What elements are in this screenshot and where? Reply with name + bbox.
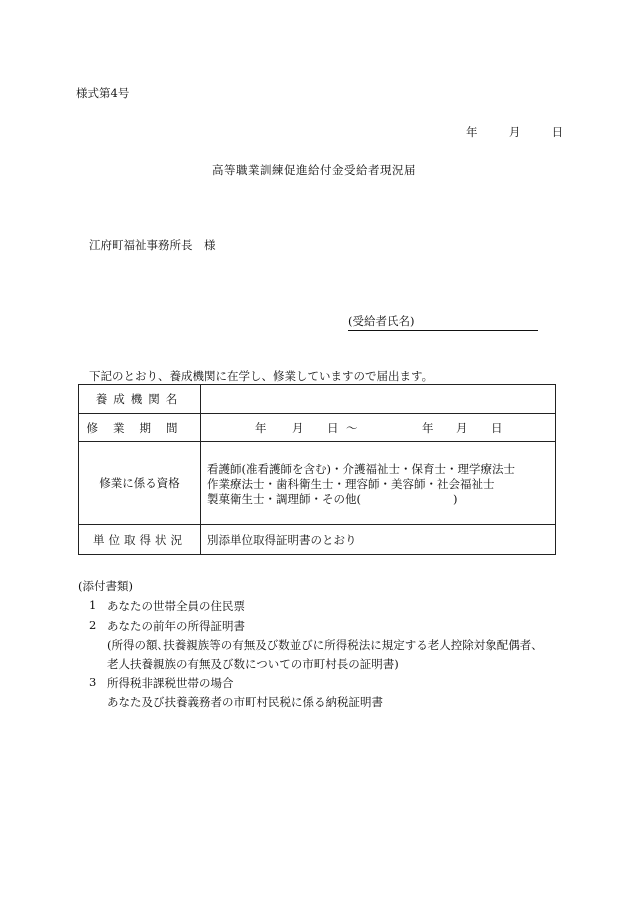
period-end-day: 日 [491, 421, 503, 435]
credits-value: 別添単位取得証明書のとおり [201, 525, 556, 555]
submission-date [466, 124, 563, 140]
qualification-label-cell [79, 442, 201, 525]
institution-label: 養成機関名 [95, 392, 184, 406]
table-row-qualification [79, 442, 556, 525]
period-end-year: 年 [422, 421, 434, 435]
attachment-item-note: あなた及び扶養義務者の市町村民税に係る納税証明書 [107, 695, 383, 709]
period-start-month: 月 [292, 421, 304, 435]
intro-statement: 下記のとおり、養成機関に在学し、修業していますので届出ます。 [89, 369, 434, 383]
period-end-month: 月 [456, 421, 468, 435]
period-start-day: 日 [327, 421, 339, 435]
applicant-name-label: (受給者氏名) [348, 314, 415, 328]
addressee: 江府町福祉事務所長 様 [89, 238, 216, 252]
qualification-line: 作業療法士・歯科衛生士・理容師・美容師・社会福祉士 [207, 476, 495, 491]
period-start-year: 年 [255, 421, 267, 435]
credits-label-cell [79, 525, 201, 555]
attachment-item-note: 老人扶養親族の有無及び数についての市町村長の証明書) [107, 657, 399, 671]
applicant-name-field[interactable] [348, 313, 538, 331]
attachment-number: 1 [89, 598, 97, 612]
table-row-credits [79, 525, 556, 555]
qualification-line[interactable]: 製菓衛生士・調理師・その他( ) [207, 491, 458, 506]
date-day-label: 日 [551, 125, 564, 139]
attachment-item: あなたの前年の所得証明書 [107, 619, 245, 633]
table-row-period [79, 414, 556, 442]
date-month-label: 月 [508, 125, 521, 139]
date-year-label: 年 [466, 125, 478, 139]
attachment-number: 2 [89, 618, 97, 632]
period-label: 修業期間 [86, 420, 193, 435]
attachment-number: 3 [89, 675, 97, 689]
qualification-label: 修業に係る資格 [99, 476, 180, 490]
period-value-field[interactable] [201, 414, 556, 442]
institution-value-field[interactable] [201, 385, 556, 414]
period-separator: ～ [346, 421, 358, 435]
qualification-value-cell [201, 442, 556, 525]
qualification-line: 看護師(准看護師を含む)・介護福祉士・保育士・理学療法士 [207, 461, 515, 476]
status-form-table [78, 384, 556, 555]
document-title: 高等職業訓練促進給付金受給者現況届 [212, 163, 416, 177]
attachment-item: あなたの世帯全員の住民票 [107, 599, 245, 613]
attachment-item-note: (所得の額､扶養親族等の有無及び数並びに所得税法に規定する老人控除対象配偶者、 [107, 638, 543, 652]
institution-label-cell [79, 385, 201, 414]
credits-label: 単位取得状況 [93, 532, 186, 547]
table-row-institution [79, 385, 556, 414]
period-label-cell [79, 414, 201, 442]
attachments-heading: (添付書類) [78, 579, 133, 593]
attachment-item: 所得税非課税世帯の場合 [107, 676, 234, 690]
form-number: 様式第4号 [76, 86, 130, 100]
